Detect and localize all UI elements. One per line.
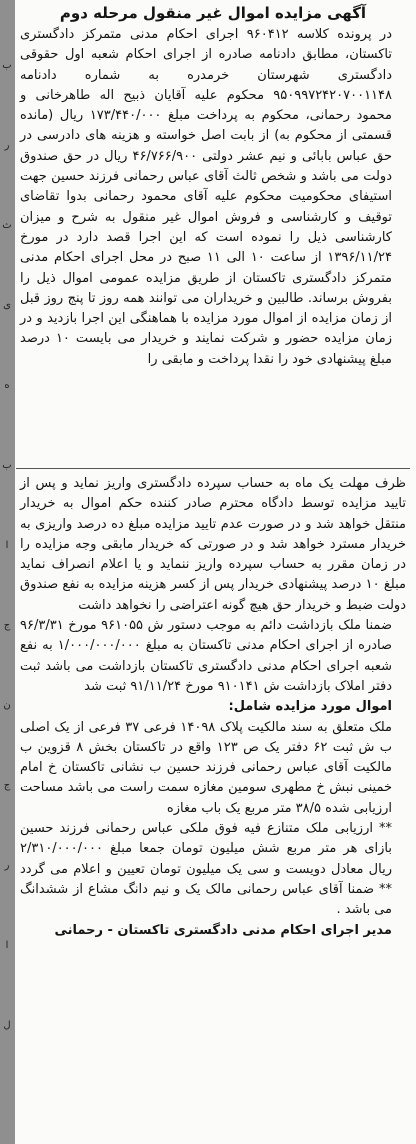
edge-glyph: ب [2,460,12,471]
list-item: ملک متعلق به سند مالکیت پلاک ۱۴۰۹۸ فرعی ۳۷ فرعی از یک اصلی ب ش ثبت ۶۲ دفتر یک ص ۱۲۳ واقع در تاکستان بخش ۸ قزوین ب مالکیت آقای عباس رحمانی فرزند حسین ب نشانی تاکستان خ امام خمینی نبش خ مطهری سومین مغازه سمت راست می باشد مساحت ارزیابی شده ۳۸/۵ متر مربع یک باب مغازه [20,719,392,816]
edge-glyph: ا [5,940,9,951]
paragraph-case-details: در پرونده کلاسه ۹۶۰۴۱۲ اجرای احکام مدنی متمرکز دادگستری تاکستان، مطابق دادنامه صادره از اجرای احکام شعبه اول حقوقی دادگستری شهرستان خرمدره به شماره دادنامه ۹۵۰۹۹۷۲۴۲۰۷۰۰۱۱۴۸ محکوم علیه آقایان ذبیح اله طاهرخانی و محمود رحمانی، محکوم به پرداخت مبلغ ۱۷۳/۴۴۰/۰۰۰ ریال (مانده قسمتی از محکوم به) از بابت اصل خواسته و هزینه های دادرسی در حق عباس بابائی و نیم عشر دولتی ۴۶/۷۶۶/۹۰۰ ریال در حق صندوق دولت می باشد و شخص ثالث آقای عباس رحمانی فرزند حسین جهت استیفای محکومیت محکوم علیه آقای محمود رحمانی بدوا تقاضای توقیف و کارشناسی و فروش اموال غیر منقول به شرح و میزان کارشناسی ذیل را نموده است که این اجرا قصد دارد در مورخ ۱۳۹۶/۱۱/۲۴ از ساعت ۱۰ الی ۱۱ صبح در محل اجرای احکام مدنی متمرکز دادگستری تاکستان از طریق مزایده عمومی اموال ذیل را بفروش برساند. طالبین و خریداران می توانند همه روز تا پنج روز قبل از زمان مزایده از اموال مورد مزایده با هماهنگی این اجرا بازدید و در زمان مزایده حضور و شرکت نمایند و خریدار می بایست ۱۰ درصد مبلغ پیشنهادی خود را نقدا پرداخت و مابقی را [20,27,393,367]
edge-glyph: ی [3,300,11,311]
edge-glyph: ج [3,620,11,631]
edge-glyph: ل [3,1020,11,1031]
scan-left-edge [0,0,15,1144]
edge-glyph: ر [4,860,10,871]
clipping-divider [16,468,410,471]
notice-document [16,0,410,1144]
edge-glyph: ث [2,220,12,231]
notice-body-part-1 [16,25,410,465]
paragraph-attachment: ضمنا ملک بازداشت دائم به موجب دستور ش ۹۶۱۰۵۵ مورخ ۹۶/۳/۳۱ صادره از اجرای احکام مدنی تاکستان به مبلغ ۱/۰۰۰/۰۰۰/۰۰۰ به نفع شعبه اجرای احکام مدنی دادگستری تاکستان بازداشت می باشد ثبت دفتر املاک بازداشت ش ۹۱۰۱۴۱ مورخ ۹۱/۱۱/۲۴ ثبت شد [20,618,392,694]
edge-glyph: ر [4,140,10,151]
edge-glyph: ج [3,780,11,791]
notice-title: آگهی مزایده اموال غیر منقول مرحله دوم [59,4,367,22]
edge-glyph: ه [4,380,10,391]
notice-body-part-2 [16,474,410,941]
section-heading: اموال مورد مزایده شامل: [228,699,392,715]
signature: مدیر اجرای احکام مدنی دادگستری تاکستان - رحمانی [54,922,392,938]
edge-glyph: ب [2,60,12,71]
paragraph-payment-terms: ظرف مهلت یک ماه به حساب سپرده دادگستری واریز نماید و پس از تایید مزایده توسط دادگاه محترم صادر کننده حکم اموال به خریدار منتقل خواهد شد و در صورت عدم تایید مزایده مبلغ ده درصد واریزی به خریدار مسترد خواهد شد و در صورتی که خریدار مابقی وجه مزایده را در زمان مقرر به حساب سپرده واریز ننماید و یا اعلام انصراف نماید مبلغ ۱۰ درصد پیشنهادی خریدار پس از کسر هزینه مزایده به نفع صندوق دولت ضبط و خریدار حق هیچ گونه اعتراضی را نخواهد داشت [20,476,406,613]
edge-glyph: ن [3,700,11,711]
edge-glyph: ا [5,540,9,551]
list-item: ** ارزیابی ملک متنازع فیه فوق ملکی عباس رحمانی فرزند حسین بازای هر متر مربع شش میلیون تومان جمعا مبلغ ۲/۳۱۰/۰۰۰/۰۰۰ ریال معادل دویست و سی یک میلیون تومان تعیین و اعلام می گردد ** ضمنا آقای عباس رحمانی مالک یک و نیم دانگ مشاع از ششدانگ می باشد . [20,821,392,918]
